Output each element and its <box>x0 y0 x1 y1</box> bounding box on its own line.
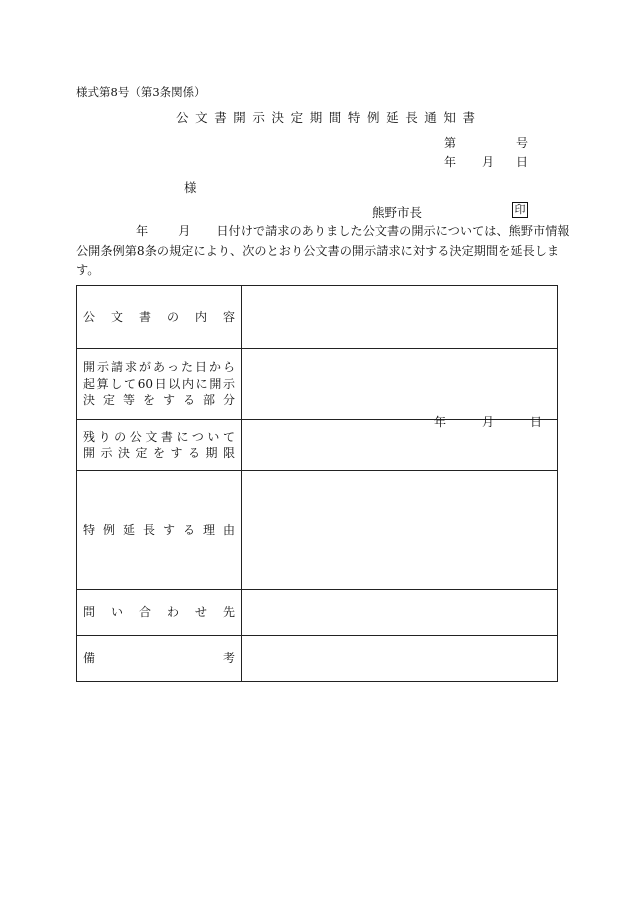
form-number-label: 様式第8号（第3条関係） <box>76 85 206 99</box>
body-year-label: 年 <box>136 224 149 238</box>
row-partial-decision <box>77 349 558 420</box>
label-contact: 問い合わせ先 <box>77 590 242 636</box>
addressee-honorific: 様 <box>184 180 197 195</box>
body-line1-text: 日付けで請求のありました公文書の開示については、熊野市情報 <box>216 224 570 238</box>
body-month-label: 月 <box>178 224 191 238</box>
notice-body <box>76 222 570 281</box>
field-extension-reason[interactable] <box>242 471 558 590</box>
notice-form-table <box>76 285 558 682</box>
deadline-year-label: 年 <box>434 415 447 429</box>
date-day-label: 日 <box>515 155 528 169</box>
label-document-content: 公文書の内容 <box>77 286 242 349</box>
date-year-label: 年 <box>444 155 457 169</box>
row-contact <box>77 590 558 636</box>
row-remarks <box>77 636 558 682</box>
seal-mark: 印 <box>512 202 528 218</box>
deadline-day-label: 日 <box>530 415 543 429</box>
field-remaining-deadline[interactable] <box>242 415 558 471</box>
row-document-content <box>77 286 558 349</box>
document-number-prefix: 第 <box>444 136 457 150</box>
notice-body-line-3: す。 <box>76 263 100 277</box>
notice-body-line-1 <box>76 222 570 242</box>
notice-body-line-2: 公開条例第8条の規定により、次のとおり公文書の開示請求に対する決定期間を延長しま <box>76 243 560 258</box>
label-remaining-deadline: 残りの公文書について 開示決定をする期限 <box>77 420 242 471</box>
document-number-suffix: 号 <box>515 136 528 150</box>
row-remaining-deadline <box>77 420 558 471</box>
date-month-label: 月 <box>482 155 495 169</box>
label-remarks: 備 考 <box>77 636 242 682</box>
field-document-content[interactable] <box>242 286 558 349</box>
field-contact[interactable] <box>242 590 558 636</box>
row-extension-reason <box>77 471 558 590</box>
document-title: 公文書開示決定期間特例延長通知書 <box>176 110 482 125</box>
field-remarks[interactable] <box>242 636 558 682</box>
label-partial-decision: 開示請求があった日から 起算して60日以内に開示 決定等をする部分 <box>77 349 242 420</box>
sender-name: 熊野市長 <box>372 205 423 220</box>
field-partial-decision[interactable] <box>242 349 558 420</box>
deadline-month-label: 月 <box>482 415 495 429</box>
label-extension-reason: 特例延長する理由 <box>77 471 242 590</box>
